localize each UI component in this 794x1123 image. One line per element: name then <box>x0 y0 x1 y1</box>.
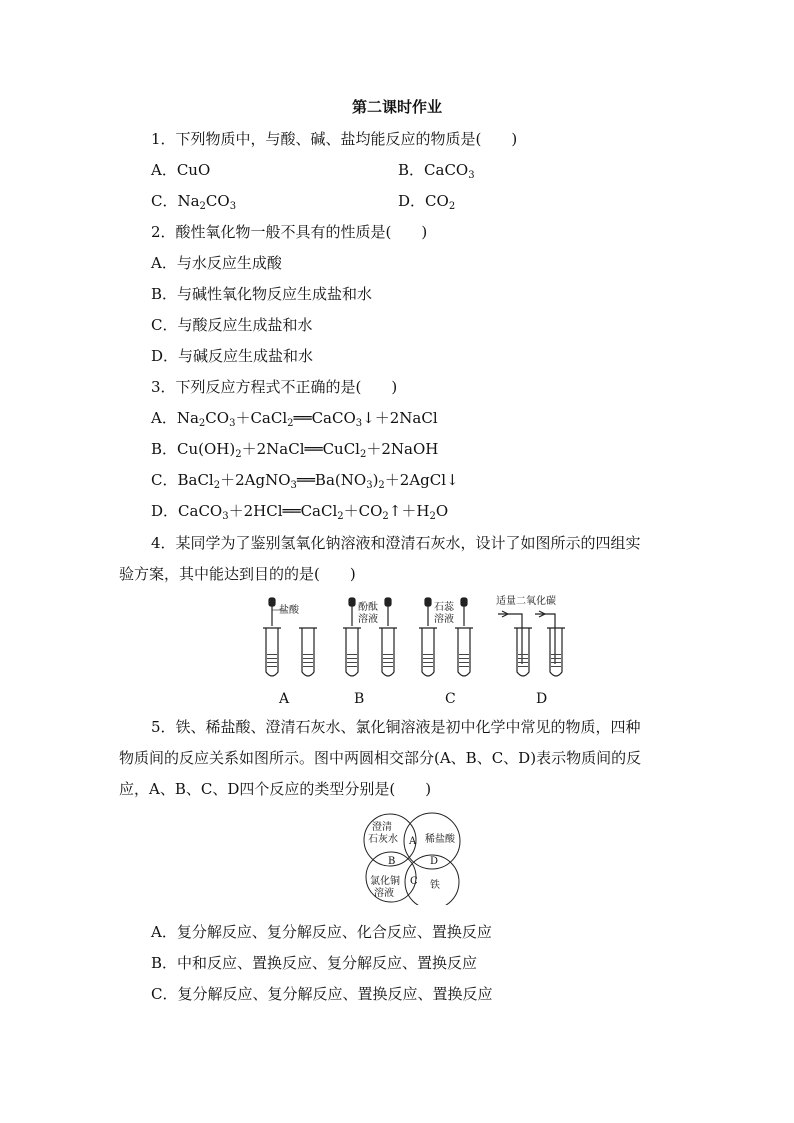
q2-option-d: D．与碱反应生成盐和水 <box>151 347 314 365</box>
q2-option-b: B．与碱性氧化物反应生成盐和水 <box>151 285 373 303</box>
q3-option-b: B．$Cu(OH)_2+2NaCl══CuCl_2+2NaOH$ <box>151 440 439 460</box>
reagent-label-c1: 石蕊 <box>434 602 454 613</box>
fig-label-b: B <box>354 691 365 707</box>
page-title: 第二课时作业 <box>351 98 442 116</box>
q5-option-b: B．中和反应、置换反应、复分解反应、置换反应 <box>151 954 478 972</box>
q4-stem-line2: 验方案，其中能达到目的的是( ) <box>119 565 356 583</box>
q5-option-c: C．复分解反应、复分解反应、置换反应、置换反应 <box>151 985 493 1003</box>
venn-label-copper-1: 氯化铜 <box>370 876 400 887</box>
q1-option-d: D．$CO_2$ <box>398 192 456 212</box>
q5-stem-line2: 物质间的反应关系如图所示。图中两圆相交部分(A、B、C、D)表示物质间的反 <box>119 749 642 767</box>
venn-label-limewater-2: 石灰水 <box>368 834 398 845</box>
q4-stem-line1: 4．某同学为了鉴别氢氧化钠溶液和澄清石灰水，设计了如图所示的四组实 <box>151 534 641 552</box>
reagent-label-b2: 溶液 <box>358 614 378 625</box>
q3-stem: 3．下列反应方程式不正确的是( ) <box>151 378 398 396</box>
venn-intersection-c: C <box>410 876 418 887</box>
reagent-label-c2: 溶液 <box>434 614 454 625</box>
q5-stem-line3: 应，A、B、C、D四个反应的类型分别是( ) <box>119 780 432 798</box>
q5-option-a: A．复分解反应、复分解反应、化合反应、置换反应 <box>151 923 492 941</box>
q1-stem: 1．下列物质中，与酸、碱、盐均能反应的物质是( ) <box>151 130 518 148</box>
venn-intersection-d: D <box>430 856 439 867</box>
reagent-label-d: 适量二氧化碳 <box>496 596 556 607</box>
fig-label-c: C <box>445 691 456 707</box>
venn-label-acid: 稀盐酸 <box>425 834 455 845</box>
venn-diagram <box>358 810 468 905</box>
q2-option-c: C．与酸反应生成盐和水 <box>151 316 313 334</box>
venn-label-limewater-1: 澄清 <box>372 822 392 833</box>
q3-option-c: C．$BaCl_2+2AgNO_3══Ba(NO_3)_2+2AgCl↓$ <box>151 471 459 491</box>
q1-option-a: A．CuO <box>151 161 211 179</box>
fig-label-a: A <box>279 691 290 707</box>
venn-intersection-b: B <box>388 856 396 867</box>
q2-stem: 2．酸性氧化物一般不具有的性质是( ) <box>151 223 428 241</box>
q1-option-b: B．CaCO$_3$ <box>398 161 475 181</box>
q2-option-a: A．与水反应生成酸 <box>151 254 282 272</box>
reagent-label-b1: 酚酞 <box>358 602 378 613</box>
test-tube-figure <box>252 592 572 712</box>
q3-option-a: A．$Na_2CO_3+CaCl_2══CaCO_3↓+2NaCl$ <box>151 409 438 429</box>
venn-label-iron: 铁 <box>430 880 440 891</box>
venn-intersection-a: A <box>409 836 417 847</box>
reagent-label-a: 盐酸 <box>279 605 299 616</box>
q1-option-c: C．$Na_2CO_3$ <box>151 192 237 212</box>
fig-label-d: D <box>536 691 548 707</box>
q3-option-d: D．$CaCO_3+2HCl══CaCl_2+CO_2↑+H_2O$ <box>151 502 449 522</box>
q5-stem-line1: 5．铁、稀盐酸、澄清石灰水、氯化铜溶液是初中化学中常见的物质，四种 <box>151 718 641 736</box>
venn-label-copper-2: 溶液 <box>374 888 394 899</box>
